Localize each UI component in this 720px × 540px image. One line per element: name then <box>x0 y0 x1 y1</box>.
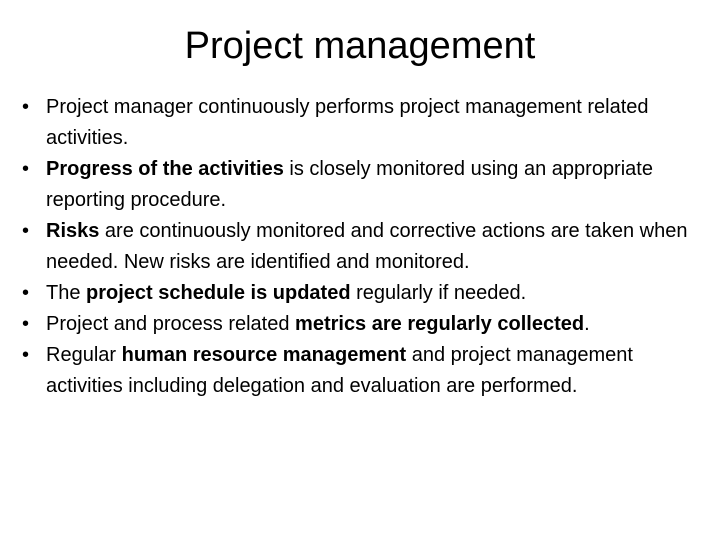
bullet-text: Project manager continuously performs project management related activities. <box>46 96 649 149</box>
bullet-text: are continuously monitored and corrective actions are taken when needed. New risks are identified and monitored. <box>46 220 688 273</box>
slide-title: Project management <box>184 25 536 67</box>
bullet-text: regularly if needed. <box>350 282 527 304</box>
bullet-item <box>22 216 714 278</box>
bullet-emphasis-text: human resource management <box>121 344 407 366</box>
bullet-item <box>22 92 714 154</box>
bullet-item <box>22 154 714 216</box>
bullet-emphasis-text: Progress of the activities <box>46 158 284 180</box>
bullet-text: Regular <box>46 344 122 366</box>
bullet-dot-icon: • <box>22 344 30 366</box>
bullet-list <box>22 92 714 402</box>
bullet-dot-icon: • <box>22 220 30 242</box>
bullet-dot-icon: • <box>22 282 30 304</box>
bullet-text: is closely monitored using an appropriate reporting procedure. <box>46 158 653 211</box>
bullet-item <box>22 340 714 402</box>
bullet-dot-icon: • <box>22 96 30 118</box>
bullet-text: . <box>584 313 590 335</box>
bullet-emphasis-text: Risks <box>46 220 100 242</box>
bullet-item <box>22 278 714 309</box>
bullet-item <box>22 309 714 340</box>
bullet-text: and project management activities including delegation and evaluation are performed. <box>46 344 633 397</box>
bullet-emphasis-text: project schedule is updated <box>86 282 351 304</box>
bullet-dot-icon: • <box>22 158 30 180</box>
bullet-emphasis-text: metrics are regularly collected <box>295 313 585 335</box>
bullet-text: Project and process related <box>46 313 296 335</box>
bullet-dot-icon: • <box>22 313 30 335</box>
bullet-text: The <box>46 282 87 304</box>
